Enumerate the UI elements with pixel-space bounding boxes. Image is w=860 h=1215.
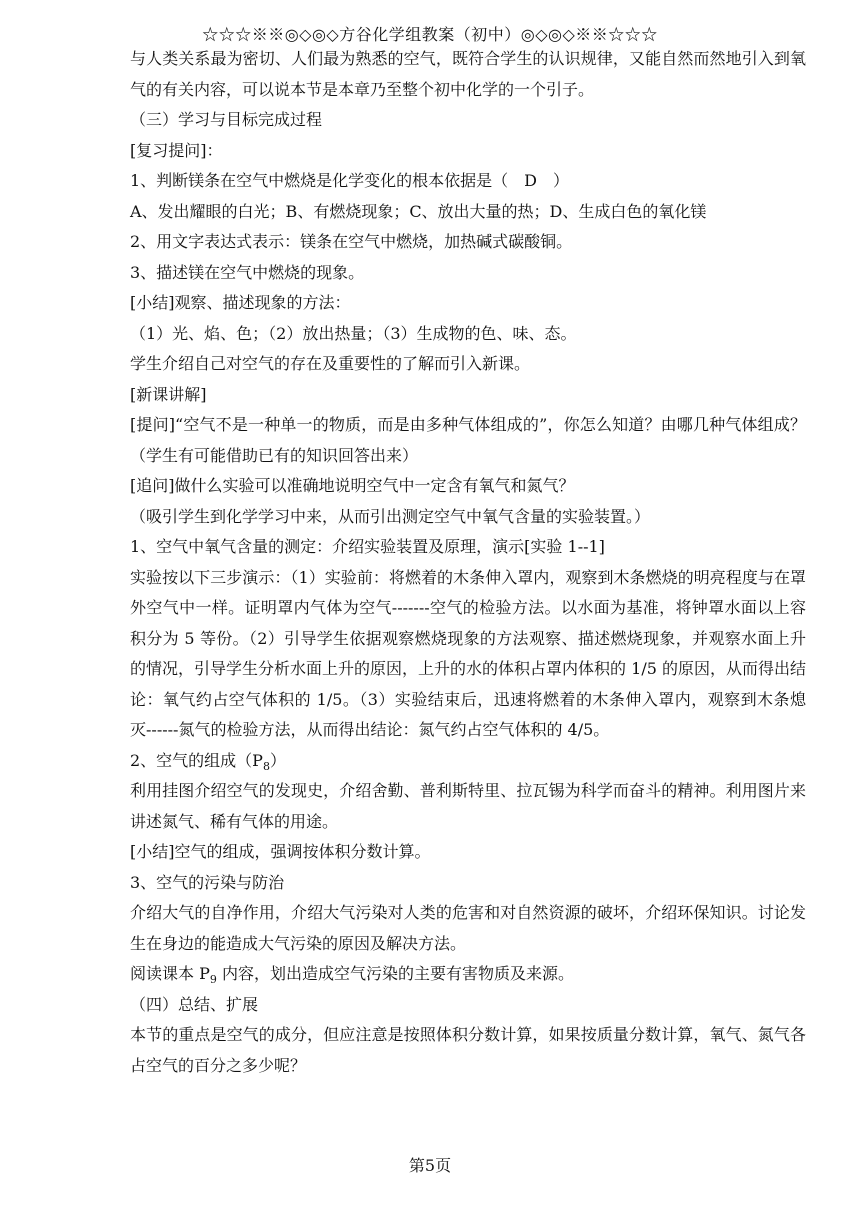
paragraph: （吸引学生到化学学习中来，从而引出测定空气中氧气含量的实验装置。） [130,506,651,526]
section-heading [130,746,806,777]
paragraph [130,959,806,990]
page-header: ☆☆☆※※◎◇◎◇方谷化学组教案（初中）◎◇◎◇※※☆☆☆ [202,25,658,44]
question: 1、判断镁条在空气中燃烧是化学变化的根本依据是（ D ） [130,171,570,190]
paragraph: （1）光、焰、色；（2）放出热量；（3）生成物的色、味、态。 [130,323,577,343]
paragraph: [追问]做什么实验可以准确地说明空气中一定含有氧气和氮气？ [130,476,575,495]
subscript: 8 [262,759,270,773]
subscript: 9 [209,973,217,987]
page-number: 第5页 [408,1156,452,1175]
paragraph: [小结]观察、描述现象的方法： [130,293,351,312]
paragraph: [提问]“空气不是一种单一的物质，而是由多种气体组成的”，你怎么知道？由哪几种气体组成？（学生有可能借助已有的知识回答出来） [130,415,806,465]
text-run: 阅读课本 P [130,964,210,983]
text-run: ） [269,750,286,770]
text-run: 2、空气的组成（P [130,750,263,770]
paragraph: 本节的重点是空气的成分，但应注意是按照体积分数计算，如果按质量分数计算，氧气、氮气各占空气的百分之多少呢？ [130,1025,806,1075]
paragraph: 利用挂图介绍空气的发现史，介绍舍勤、普利斯特里、拉瓦锡为科学而奋斗的精神。利用图片来讲述氮气、稀有气体的用途。 [130,781,806,831]
paragraph: 1、空气中氧气含量的测定：介绍实验装置及原理，演示[实验 1--1] [130,537,605,556]
paragraph: 与人类关系最为密切、人们最为熟悉的空气，既符合学生的认识规律，又能自然而然地引入到氧气的有关内容，可以说本节是本章乃至整个初中化学的一个引子。 [130,49,806,99]
paragraph: 学生介绍自己对空气的存在及重要性的了解而引入新课。 [130,354,531,373]
paragraph: [复习提问]： [130,140,223,160]
section-heading: （四）总结、扩展 [130,994,259,1014]
section-heading: （三）学习与目标完成过程 [130,110,323,129]
paragraph: 介绍大气的自净作用，介绍大气污染对人类的危害和对自然资源的破坏，介绍环保知识。讨论发生在身边的能造成大气污染的原因及解决方法。 [130,903,806,953]
text-run: 内容，划出造成空气污染的主要有害物质及来源。 [216,964,574,983]
body-text [130,44,806,1081]
question: 2、用文字表达式表示：镁条在空气中燃烧，加热碱式碳酸铜。 [130,232,573,251]
paragraph: [新课讲解] [130,384,207,404]
answer-options: A、发出耀眼的白光；B、有燃烧现象；C、放出大量的热；D、生成白色的氧化镁 [130,201,707,221]
section-heading: 3、空气的污染与防治 [130,872,285,892]
paragraph: [小结]空气的组成，强调按体积分数计算。 [130,842,431,861]
question: 3、描述镁在空气中燃烧的现象。 [130,262,365,282]
paragraph: 实验按以下三步演示：（1）实验前：将燃着的木条伸入罩内，观察到木条燃烧的明亮程度与在罩外空气中一样。证明罩内气体为空气-------空气的检验方法。以水面为基准，将钟罩水面以上容积分为 5 等份。（2）引导学生依据观察燃烧现象的方法观察、描述燃烧现象，并观察水面上升的情况，引导学生分析水面上升的原因，上升的水的体积占罩内体积的 1/5 的原因，从而得出结论：氧气约占空气体积的 1/5。（3）实验结束后，迅速将燃着的木条伸入罩内，观察到木条熄灭------氮气的检验方法，从而得出结论：氮气约占空气体积的 4/5。 [130,567,806,739]
